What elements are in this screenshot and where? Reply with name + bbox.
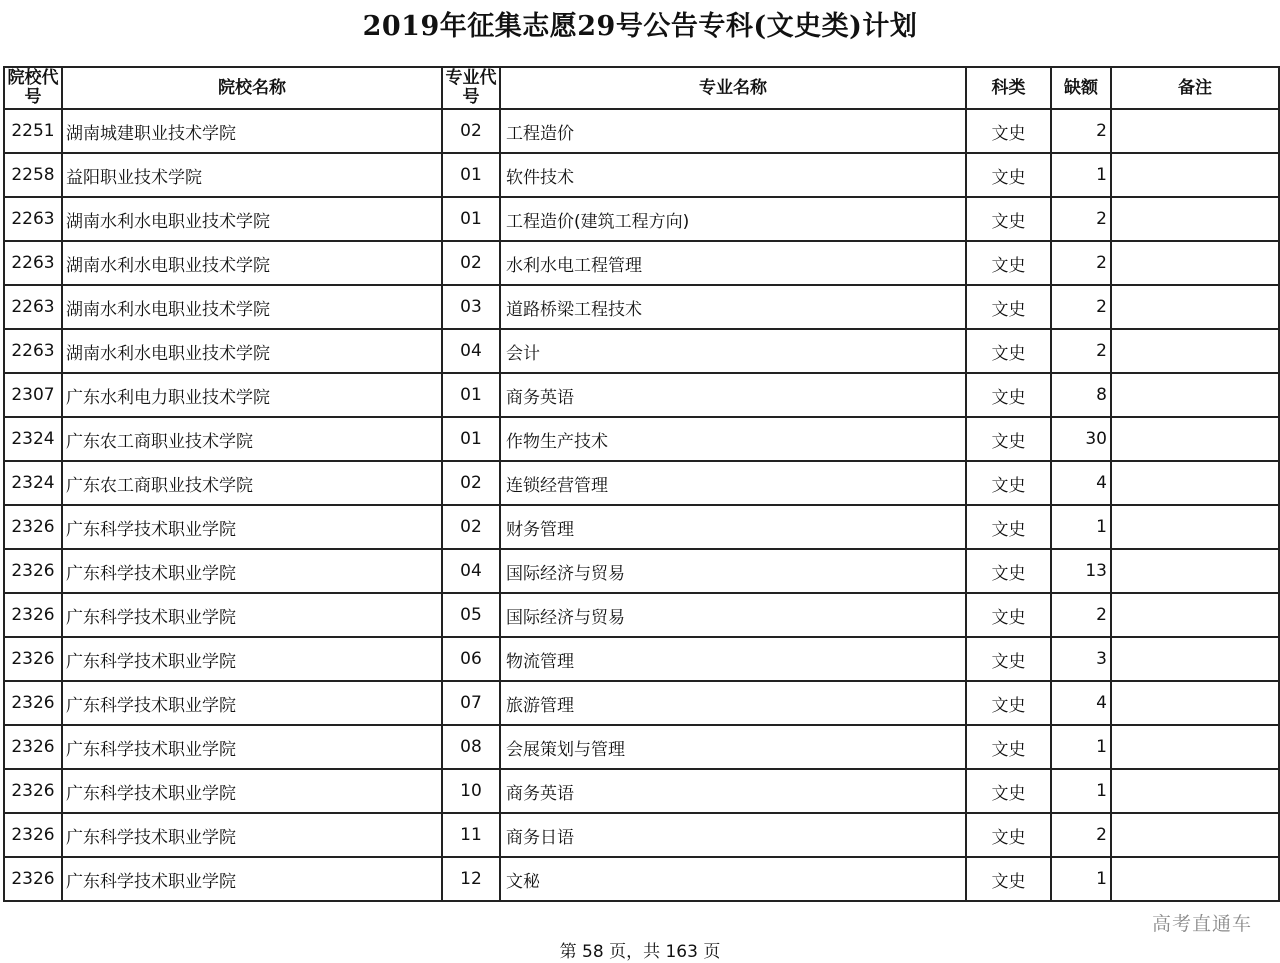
- cell-school-name: 广东科学技术职业学院: [62, 813, 442, 857]
- cell-school-name: 广东科学技术职业学院: [62, 681, 442, 725]
- cell-vacancy: 2: [1051, 813, 1111, 857]
- cell-remarks: [1111, 241, 1279, 285]
- cell-major-name: 水利水电工程管理: [500, 241, 966, 285]
- cell-major-name: 工程造价: [500, 109, 966, 153]
- cell-category: 文史: [966, 593, 1051, 637]
- cell-school-name: 广东科学技术职业学院: [62, 549, 442, 593]
- cell-category: 文史: [966, 505, 1051, 549]
- cell-category: 文史: [966, 637, 1051, 681]
- cell-vacancy: 1: [1051, 769, 1111, 813]
- cell-major-code: 01: [442, 417, 500, 461]
- page-footer: 第 58 页，共 163 页: [559, 942, 721, 962]
- table-row: [4, 109, 1279, 153]
- header-school-name: 院校名称: [62, 67, 442, 109]
- cell-major-code: 12: [442, 857, 500, 901]
- cell-major-code: 07: [442, 681, 500, 725]
- cell-school-name: 广东科学技术职业学院: [62, 593, 442, 637]
- cell-category: 文史: [966, 681, 1051, 725]
- cell-school-name: 湖南水利水电职业技术学院: [62, 241, 442, 285]
- cell-major-name: 文秘: [500, 857, 966, 901]
- header-category: 科类: [966, 67, 1051, 109]
- cell-school-code: 2326: [4, 681, 62, 725]
- watermark: 高考直通车: [1151, 913, 1252, 935]
- cell-school-name: 湖南水利水电职业技术学院: [62, 329, 442, 373]
- cell-remarks: [1111, 813, 1279, 857]
- cell-school-code: 2326: [4, 857, 62, 901]
- cell-vacancy: 1: [1051, 505, 1111, 549]
- cell-major-name: 商务英语: [500, 769, 966, 813]
- enrollment-plan-table: [3, 66, 1280, 902]
- cell-category: 文史: [966, 197, 1051, 241]
- cell-vacancy: 2: [1051, 593, 1111, 637]
- cell-remarks: [1111, 725, 1279, 769]
- cell-vacancy: 8: [1051, 373, 1111, 417]
- header-major-code: 专业代号: [442, 67, 500, 109]
- cell-major-name: 商务日语: [500, 813, 966, 857]
- cell-category: 文史: [966, 241, 1051, 285]
- cell-vacancy: 4: [1051, 681, 1111, 725]
- table-row: [4, 637, 1279, 681]
- table-row: [4, 813, 1279, 857]
- table-row: [4, 329, 1279, 373]
- cell-school-code: 2326: [4, 637, 62, 681]
- cell-category: 文史: [966, 725, 1051, 769]
- cell-school-name: 广东科学技术职业学院: [62, 637, 442, 681]
- cell-major-code: 01: [442, 153, 500, 197]
- cell-school-name: 广东科学技术职业学院: [62, 505, 442, 549]
- cell-vacancy: 2: [1051, 241, 1111, 285]
- cell-remarks: [1111, 769, 1279, 813]
- cell-major-code: 02: [442, 505, 500, 549]
- cell-remarks: [1111, 373, 1279, 417]
- cell-major-name: 国际经济与贸易: [500, 593, 966, 637]
- header-vacancy: 缺额: [1051, 67, 1111, 109]
- cell-remarks: [1111, 153, 1279, 197]
- cell-remarks: [1111, 417, 1279, 461]
- cell-remarks: [1111, 681, 1279, 725]
- cell-major-name: 会展策划与管理: [500, 725, 966, 769]
- cell-major-name: 会计: [500, 329, 966, 373]
- cell-vacancy: 30: [1051, 417, 1111, 461]
- cell-major-name: 作物生产技术: [500, 417, 966, 461]
- table-row: [4, 461, 1279, 505]
- cell-remarks: [1111, 329, 1279, 373]
- header-school-code: 院校代号: [4, 67, 62, 109]
- cell-major-code: 11: [442, 813, 500, 857]
- cell-vacancy: 13: [1051, 549, 1111, 593]
- cell-category: 文史: [966, 461, 1051, 505]
- cell-remarks: [1111, 549, 1279, 593]
- cell-major-code: 04: [442, 329, 500, 373]
- table-row: [4, 197, 1279, 241]
- cell-vacancy: 2: [1051, 329, 1111, 373]
- cell-remarks: [1111, 109, 1279, 153]
- table-row: [4, 241, 1279, 285]
- cell-vacancy: 2: [1051, 197, 1111, 241]
- cell-major-code: 06: [442, 637, 500, 681]
- cell-major-code: 02: [442, 461, 500, 505]
- cell-major-code: 04: [442, 549, 500, 593]
- table-row: [4, 857, 1279, 901]
- cell-school-code: 2263: [4, 285, 62, 329]
- cell-remarks: [1111, 197, 1279, 241]
- cell-school-code: 2326: [4, 593, 62, 637]
- cell-major-code: 10: [442, 769, 500, 813]
- table-row: [4, 593, 1279, 637]
- cell-remarks: [1111, 461, 1279, 505]
- header-remarks: 备注: [1111, 67, 1279, 109]
- table-row: [4, 725, 1279, 769]
- cell-vacancy: 2: [1051, 109, 1111, 153]
- cell-vacancy: 1: [1051, 857, 1111, 901]
- cell-vacancy: 2: [1051, 285, 1111, 329]
- cell-school-name: 益阳职业技术学院: [62, 153, 442, 197]
- cell-school-name: 湖南水利水电职业技术学院: [62, 285, 442, 329]
- table-row: [4, 681, 1279, 725]
- cell-school-code: 2324: [4, 461, 62, 505]
- cell-school-code: 2326: [4, 813, 62, 857]
- cell-school-code: 2324: [4, 417, 62, 461]
- cell-school-name: 广东科学技术职业学院: [62, 725, 442, 769]
- cell-school-name: 广东农工商职业技术学院: [62, 461, 442, 505]
- cell-remarks: [1111, 505, 1279, 549]
- cell-major-name: 旅游管理: [500, 681, 966, 725]
- cell-category: 文史: [966, 373, 1051, 417]
- cell-category: 文史: [966, 813, 1051, 857]
- cell-remarks: [1111, 857, 1279, 901]
- cell-category: 文史: [966, 769, 1051, 813]
- cell-category: 文史: [966, 417, 1051, 461]
- cell-category: 文史: [966, 549, 1051, 593]
- table-body: [4, 109, 1279, 901]
- table-header-row: [4, 67, 1279, 109]
- table-row: [4, 549, 1279, 593]
- table-row: [4, 153, 1279, 197]
- cell-school-code: 2263: [4, 197, 62, 241]
- cell-school-code: 2263: [4, 329, 62, 373]
- cell-major-code: 02: [442, 241, 500, 285]
- cell-vacancy: 3: [1051, 637, 1111, 681]
- cell-school-code: 2251: [4, 109, 62, 153]
- cell-school-name: 湖南城建职业技术学院: [62, 109, 442, 153]
- header-major-name: 专业名称: [500, 67, 966, 109]
- cell-school-code: 2326: [4, 549, 62, 593]
- cell-school-name: 广东科学技术职业学院: [62, 769, 442, 813]
- cell-school-code: 2326: [4, 505, 62, 549]
- cell-remarks: [1111, 285, 1279, 329]
- cell-category: 文史: [966, 857, 1051, 901]
- cell-remarks: [1111, 593, 1279, 637]
- table-row: [4, 769, 1279, 813]
- page-title: 2019年征集志愿29号公告专科(文史类)计划: [362, 11, 918, 42]
- table-row: [4, 373, 1279, 417]
- cell-major-name: 道路桥梁工程技术: [500, 285, 966, 329]
- cell-vacancy: 1: [1051, 725, 1111, 769]
- table-row: [4, 285, 1279, 329]
- cell-major-code: 02: [442, 109, 500, 153]
- table-row: [4, 417, 1279, 461]
- cell-school-code: 2326: [4, 769, 62, 813]
- cell-school-code: 2326: [4, 725, 62, 769]
- cell-school-code: 2307: [4, 373, 62, 417]
- cell-vacancy: 4: [1051, 461, 1111, 505]
- cell-school-name: 广东科学技术职业学院: [62, 857, 442, 901]
- cell-school-name: 广东水利电力职业技术学院: [62, 373, 442, 417]
- cell-major-name: 国际经济与贸易: [500, 549, 966, 593]
- cell-major-name: 商务英语: [500, 373, 966, 417]
- table-row: [4, 505, 1279, 549]
- cell-category: 文史: [966, 153, 1051, 197]
- cell-vacancy: 1: [1051, 153, 1111, 197]
- cell-school-name: 湖南水利水电职业技术学院: [62, 197, 442, 241]
- cell-category: 文史: [966, 285, 1051, 329]
- cell-school-code: 2258: [4, 153, 62, 197]
- cell-major-code: 08: [442, 725, 500, 769]
- cell-remarks: [1111, 637, 1279, 681]
- cell-major-code: 01: [442, 197, 500, 241]
- cell-major-name: 连锁经营管理: [500, 461, 966, 505]
- cell-major-name: 财务管理: [500, 505, 966, 549]
- cell-major-code: 05: [442, 593, 500, 637]
- cell-major-name: 软件技术: [500, 153, 966, 197]
- cell-major-name: 工程造价(建筑工程方向): [500, 197, 966, 241]
- cell-major-code: 03: [442, 285, 500, 329]
- cell-school-code: 2263: [4, 241, 62, 285]
- cell-category: 文史: [966, 329, 1051, 373]
- cell-major-code: 01: [442, 373, 500, 417]
- cell-category: 文史: [966, 109, 1051, 153]
- cell-school-name: 广东农工商职业技术学院: [62, 417, 442, 461]
- cell-major-name: 物流管理: [500, 637, 966, 681]
